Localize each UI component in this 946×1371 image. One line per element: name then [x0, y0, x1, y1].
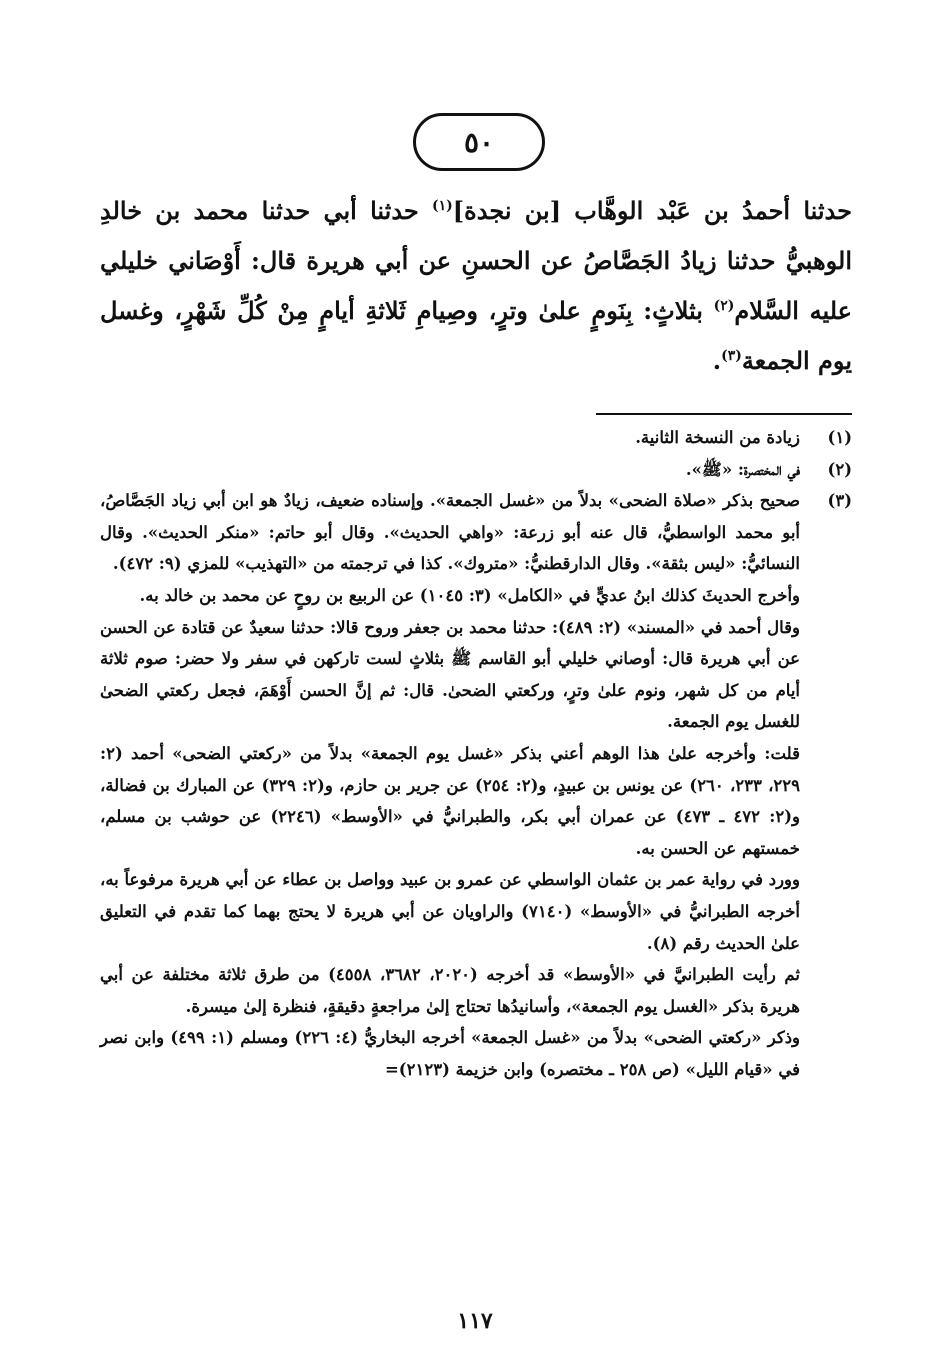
hadith-number-badge: [413, 113, 545, 171]
footnote-number: (٢): [827, 459, 852, 479]
footnote-paragraph: صحيح بذكر «صلاة الضحى» بدلاً من «غسل الجمعة». وإسناده ضعيف، زيادٌ هو ابن أبي زياد الجَصَّاصُ، أبو محمد الواسطيُّ، قال عنه أبو زرعة: «واهي الحديث». وقال أبو حاتم: «منكر الحديث». وقال النسائيُّ: «ليس بثقة». وقال الدارقطنيُّ: «متروك». كذا في ترجمته من «التهذيب» للمزي (٩: ٤٧٢).: [100, 491, 800, 574]
hadith-text-part: حدثنا أبي حدثنا محمد بن خالدِ الوهبيُّ حدثنا زيادُ الجَصَّاصُ عن الحسنِ عن أبي هريرة قال: أَوْصَاني خليلي عليه السَّلام: [100, 196, 853, 325]
footnote-marker: (٣): [721, 348, 742, 364]
footnote-number: (٣): [827, 491, 852, 511]
footnote-paragraph: في المختصرة: «ﷺ».: [685, 459, 800, 479]
footnote-number: (١): [827, 428, 852, 447]
footnotes: [100, 422, 852, 1085]
footnote: [100, 485, 852, 1085]
page-number: ١١٧: [457, 1308, 493, 1334]
footnote: [100, 454, 852, 486]
footnote-paragraph: وأخرج الحديثَ كذلك ابنُ عديٍّ في «الكامل» (٣: ١٠٤٥) عن الربيع بن روحٍ عن محمد بن خالد به.: [139, 585, 800, 605]
hadith-text: [100, 186, 852, 386]
footnote-body: [100, 454, 800, 486]
footnote-separator: [596, 413, 852, 415]
hadith-text-part: حدثنا أحمدُ بن عَبْد الوهَّاب [بن نجدة]: [452, 196, 852, 225]
footnote-marker: (٢): [713, 298, 735, 314]
hadith-number: ٥٠: [463, 125, 495, 159]
footnote-paragraph: وذكر «ركعتي الضحى» بدلاً من «غسل الجمعة» أخرجه البخاريُّ (٤: ٢٢٦) ومسلم (١: ٤٩٩) وابن نصر في «قيام الليل» (ص ٢٥٨ ـ مختصره) وابن خزيمة (٢١٢٣)=: [100, 1028, 801, 1079]
footnote-body: [100, 422, 800, 454]
footnote-paragraph: زيادة من النسخة الثانية.: [635, 428, 800, 447]
footnote-paragraph: ثم رأيت الطبرانيَّ في «الأوسط» قد أخرجه (٢٠٢٠، ٣٦٨٢، ٤٥٥٨) من طرق ثلاثة مختلفة عن أبي هريرة بذكر «الغسل يوم الجمعة»، وأسانيدُها تحتاج إلىٰ مراجعةٍ دقيقةٍ، فنظرة إلىٰ ميسرة.: [100, 965, 801, 1016]
footnote-paragraph: وقال أحمد في «المسند» (٢: ٤٨٩): حدثنا محمد بن جعفر وروح قالا: حدثنا سعيدٌ عن قتادة عن الحسن عن أبي هريرة قال: أوصاني خليلي أبو القاسم ﷺ بثلاثٍ لست تاركهن في سفر ولا حضر: صوم ثلاثة أيام من كل شهر، ونوم علىٰ وترٍ، وركعتي الضحىٰ. قال: ثم إنَّ الحسن أَوْهَمَ، فجعل ركعتي الضحىٰ للغسل يوم الجمعة.: [100, 617, 800, 732]
footnote-marker: (١): [432, 198, 453, 214]
hadith-text-part: بثلاثٍ: بِنَومٍ علىٰ وترٍ، وصِيامِ ثَلاثةِ أيامٍ مِنْ كُلِّ شَهْرٍ، وغسل يوم الجمعة: [100, 296, 852, 375]
footnote-paragraph: وورد في رواية عمر بن عثمان الواسطي عن عمرو بن عبيد وواصل بن عطاء عن أبي هريرة مرفوعاً به، أخرجه الطبرانيُّ في «الأوسط» (٧١٤٠) والراويان عن أبي هريرة لا يحتج بهما كما تقدم في التعليق علىٰ الحديث رقم (٨).: [100, 870, 800, 953]
footnote-paragraph: قلت: وأخرجه علىٰ هذا الوهم أعني بذكر «غسل يوم الجمعة» بدلاً من «ركعتي الضحى» أحمد (٢: ٢٢٩، ٢٣٣، ٢٦٠) عن يونس بن عبيدٍ، و(٢: ٢٥٤) عن جرير بن حازم، و(٢: ٣٢٩) عن المبارك بن فضالة، و(٢: ٤٧٢ ـ ٤٧٣) عن عمران أبي بكر، والطبرانيُّ في «الأوسط» (٢٢٤٦) عن حوشب بن مسلم، خمستهم عن الحسن به.: [100, 743, 800, 858]
footnote: [100, 422, 852, 454]
footnote-body: [100, 485, 800, 1085]
hadith-text-part: .: [712, 346, 722, 375]
